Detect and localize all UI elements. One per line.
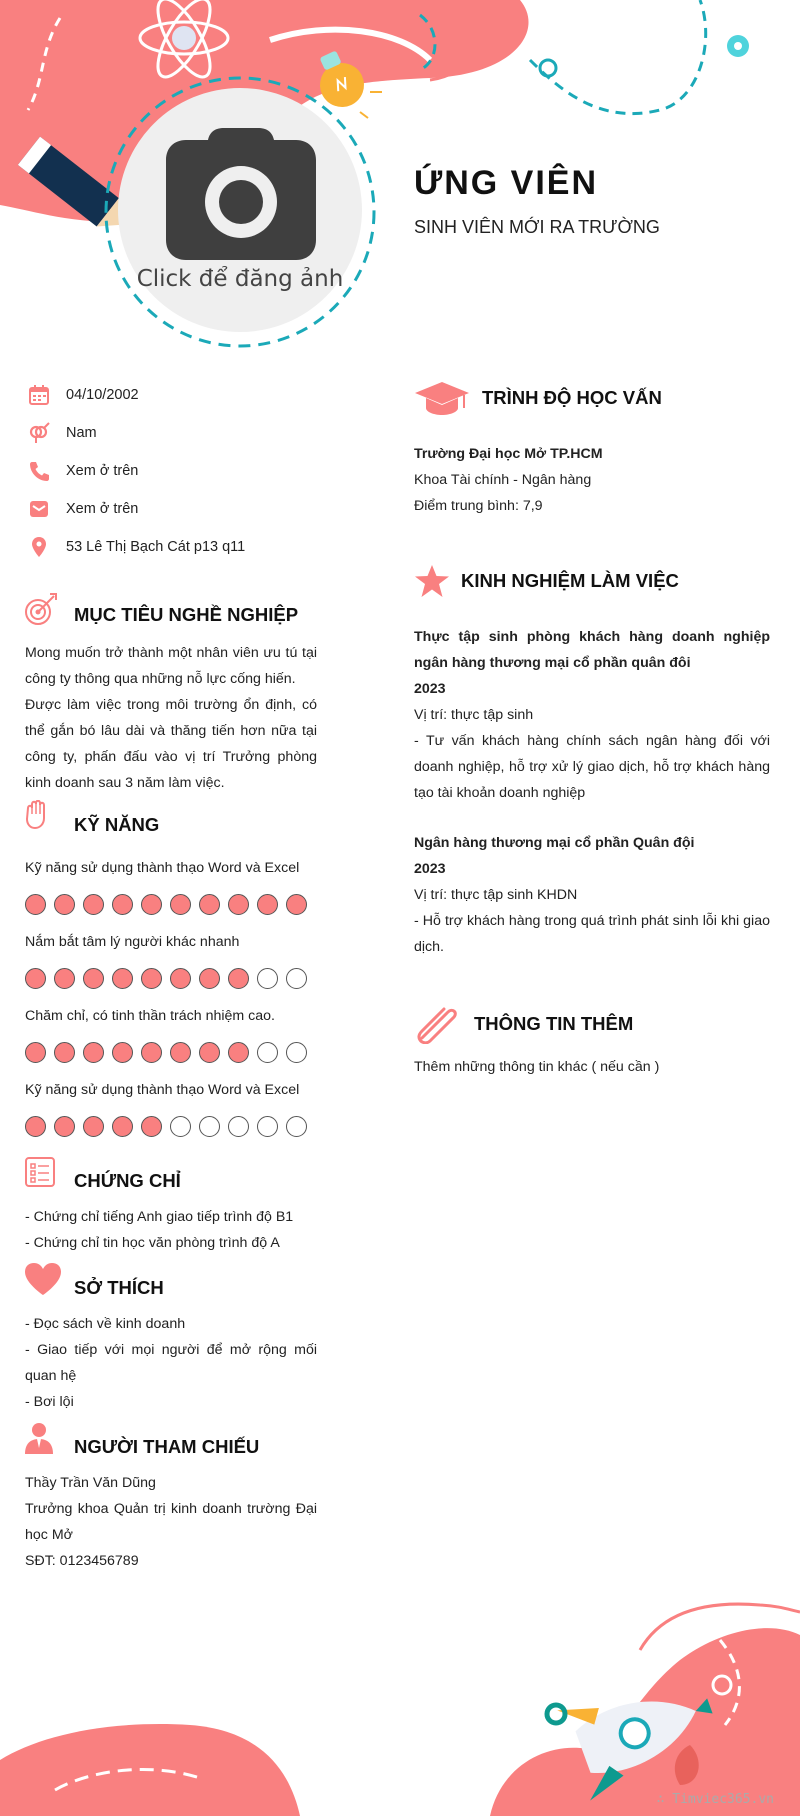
skill-dot-filled xyxy=(83,968,104,989)
skill-label: Kỹ năng sử dụng thành thạo Word và Excel xyxy=(25,1082,300,1098)
skill-dot-filled xyxy=(228,968,249,989)
skill-dot-filled xyxy=(25,894,46,915)
job-year: 2023 xyxy=(414,861,446,877)
education-school: Trường Đại học Mở TP.HCM xyxy=(414,446,603,462)
contact-email xyxy=(28,496,138,522)
job-description: - Tư vấn khách hàng chính sách ngân hàng đối với doanh nghiệp, hỗ trợ xử lý giao dịch, hỗ trợ khách hàng tạo tài khoản doanh nghiệp xyxy=(414,733,770,801)
contact-address xyxy=(28,534,245,560)
contact-phone xyxy=(28,458,138,484)
contact-birthday-value: 04/10/2002 xyxy=(66,387,139,403)
paperclip-icon xyxy=(414,1004,460,1044)
calendar-icon xyxy=(28,384,50,406)
skill-dot-filled xyxy=(228,894,249,915)
camera-icon xyxy=(166,128,316,260)
experience-job-1 xyxy=(414,624,770,806)
skill-dot-filled xyxy=(286,894,307,915)
skill-dot-filled xyxy=(112,1042,133,1063)
skill-dot-filled xyxy=(25,968,46,989)
education-line: Điểm trung bình: 7,9 xyxy=(414,498,543,514)
candidate-name: ỨNG VIÊN xyxy=(414,164,599,202)
extra-info-text xyxy=(414,1054,770,1080)
education-text xyxy=(414,441,770,519)
skill-dot-empty xyxy=(257,1116,278,1137)
skills-title: KỸ NĂNG xyxy=(74,814,160,835)
job-position: Vị trí: thực tập sinh xyxy=(414,707,534,723)
job-description: - Hỗ trợ khách hàng trong quá trình phát sinh lỗi khi giao dịch. xyxy=(414,913,770,955)
reference-line: SĐT: 0123456789 xyxy=(25,1553,139,1569)
profile-photo-upload[interactable] xyxy=(118,88,362,332)
contact-email-value: Xem ở trên xyxy=(66,501,139,517)
skill-rating xyxy=(25,1042,307,1063)
skill-dot-empty xyxy=(257,968,278,989)
job-year: 2023 xyxy=(414,681,446,697)
skill-dot-empty xyxy=(170,1116,191,1137)
watermark: ∴ Timviec365.vn xyxy=(656,1792,774,1807)
objective-line: Được làm việc trong môi trường ổn định, có thể gắn bó lâu dài và thăng tiến hơn nữa tại công ty, phấn đấu vào vị trí Trưởng phòng kinh doanh sau 3 năm làm việc. xyxy=(25,697,317,791)
skill-dot-filled xyxy=(83,1116,104,1137)
phone-icon xyxy=(28,460,50,482)
skill-dot-filled xyxy=(228,1042,249,1063)
skill-dot-filled xyxy=(25,1116,46,1137)
checklist-icon xyxy=(24,1156,56,1188)
raised-fist-icon xyxy=(24,800,48,830)
hobbies-text xyxy=(25,1311,317,1415)
skill-dot-filled xyxy=(54,1116,75,1137)
certificate-line: - Chứng chỉ tin học văn phòng trình độ A xyxy=(25,1235,280,1251)
skill-dot-filled xyxy=(199,894,220,915)
certificates-text xyxy=(25,1204,317,1256)
skill-dot-empty xyxy=(257,1042,278,1063)
skill-label: Chăm chỉ, có tinh thần trách nhiệm cao. xyxy=(25,1008,275,1024)
heart-icon xyxy=(24,1262,62,1296)
skill-dot-empty xyxy=(286,1116,307,1137)
skill-label: Nắm bắt tâm lý người khác nhanh xyxy=(25,934,240,950)
reference-line: Trưởng khoa Quản trị kinh doanh trường Đại học Mở xyxy=(25,1501,317,1543)
job-position: Vị trí: thực tập sinh KHDN xyxy=(414,887,578,903)
star-icon xyxy=(414,564,450,598)
candidate-subtitle: SINH VIÊN MỚI RA TRƯỜNG xyxy=(414,217,660,237)
contact-phone-value: Xem ở trên xyxy=(66,463,139,479)
references-text xyxy=(25,1470,317,1574)
reference-line: Thầy Trần Văn Dũng xyxy=(25,1475,156,1491)
references-title: NGƯỜI THAM CHIẾU xyxy=(74,1436,260,1457)
skill-dot-filled xyxy=(112,894,133,915)
skill-dot-filled xyxy=(257,894,278,915)
skill-dot-filled xyxy=(54,968,75,989)
hobby-line: - Đọc sách về kinh doanh xyxy=(25,1316,186,1332)
person-icon xyxy=(24,1422,54,1454)
skill-dot-filled xyxy=(83,894,104,915)
gender-icon xyxy=(28,422,50,444)
objective-line: Mong muốn trở thành một nhân viên ưu tú tại công ty thông qua những nỗ lực cống hiến. xyxy=(25,645,317,687)
skill-dot-empty xyxy=(286,968,307,989)
skill-dot-filled xyxy=(141,1116,162,1137)
education-title: TRÌNH ĐỘ HỌC VẤN xyxy=(482,387,662,408)
skill-dot-empty xyxy=(228,1116,249,1137)
contact-gender-value: Nam xyxy=(66,425,97,441)
skill-dot-empty xyxy=(286,1042,307,1063)
job-company: Ngân hàng thương mại cổ phần Quân đội xyxy=(414,835,695,851)
extra-info-line: Thêm những thông tin khác ( nếu cần ) xyxy=(414,1059,660,1075)
certificates-title: CHỨNG CHỈ xyxy=(74,1170,181,1191)
contact-birthday xyxy=(28,382,139,408)
skill-rating xyxy=(25,894,307,915)
skill-dot-filled xyxy=(199,1042,220,1063)
skill-rating xyxy=(25,1116,307,1137)
skill-dot-filled xyxy=(170,968,191,989)
certificate-line: - Chứng chỉ tiếng Anh giao tiếp trình độ B1 xyxy=(25,1209,294,1225)
skill-dot-filled xyxy=(83,1042,104,1063)
extra-info-title: THÔNG TIN THÊM xyxy=(474,1013,634,1034)
skill-dot-empty xyxy=(199,1116,220,1137)
target-icon xyxy=(24,592,58,626)
skill-dot-filled xyxy=(141,894,162,915)
hobby-line: - Bơi lội xyxy=(25,1394,74,1410)
skill-dot-filled xyxy=(199,968,220,989)
contact-address-value: 53 Lê Thị Bạch Cát p13 q11 xyxy=(66,539,246,555)
skill-label: Kỹ năng sử dụng thành thạo Word và Excel xyxy=(25,860,300,876)
skill-dot-filled xyxy=(25,1042,46,1063)
hobby-line: - Giao tiếp với mọi người để mở rộng mối quan hệ xyxy=(25,1342,317,1384)
objective-title: MỤC TIÊU NGHỀ NGHIỆP xyxy=(74,604,299,625)
experience-job-2 xyxy=(414,830,770,960)
experience-title: KINH NGHIỆM LÀM VIỆC xyxy=(461,570,679,591)
graduation-cap-icon xyxy=(414,380,470,416)
contact-gender xyxy=(28,420,97,446)
skill-dot-filled xyxy=(170,1042,191,1063)
skill-rating xyxy=(25,968,307,989)
email-icon xyxy=(28,498,50,520)
skill-dot-filled xyxy=(54,1042,75,1063)
skill-dot-filled xyxy=(54,894,75,915)
objective-text xyxy=(25,640,317,796)
skill-dot-filled xyxy=(112,1116,133,1137)
skill-dot-filled xyxy=(170,894,191,915)
photo-upload-label: Click để đăng ảnh xyxy=(136,266,344,292)
hobbies-title: SỞ THÍCH xyxy=(74,1277,164,1298)
location-pin-icon xyxy=(28,536,50,558)
job-company: Thực tập sinh phòng khách hàng doanh nghiệp ngân hàng thương mại cổ phần quân đôi xyxy=(414,629,770,671)
skill-dot-filled xyxy=(112,968,133,989)
education-line: Khoa Tài chính - Ngân hàng xyxy=(414,472,592,488)
skill-dot-filled xyxy=(141,1042,162,1063)
skill-dot-filled xyxy=(141,968,162,989)
